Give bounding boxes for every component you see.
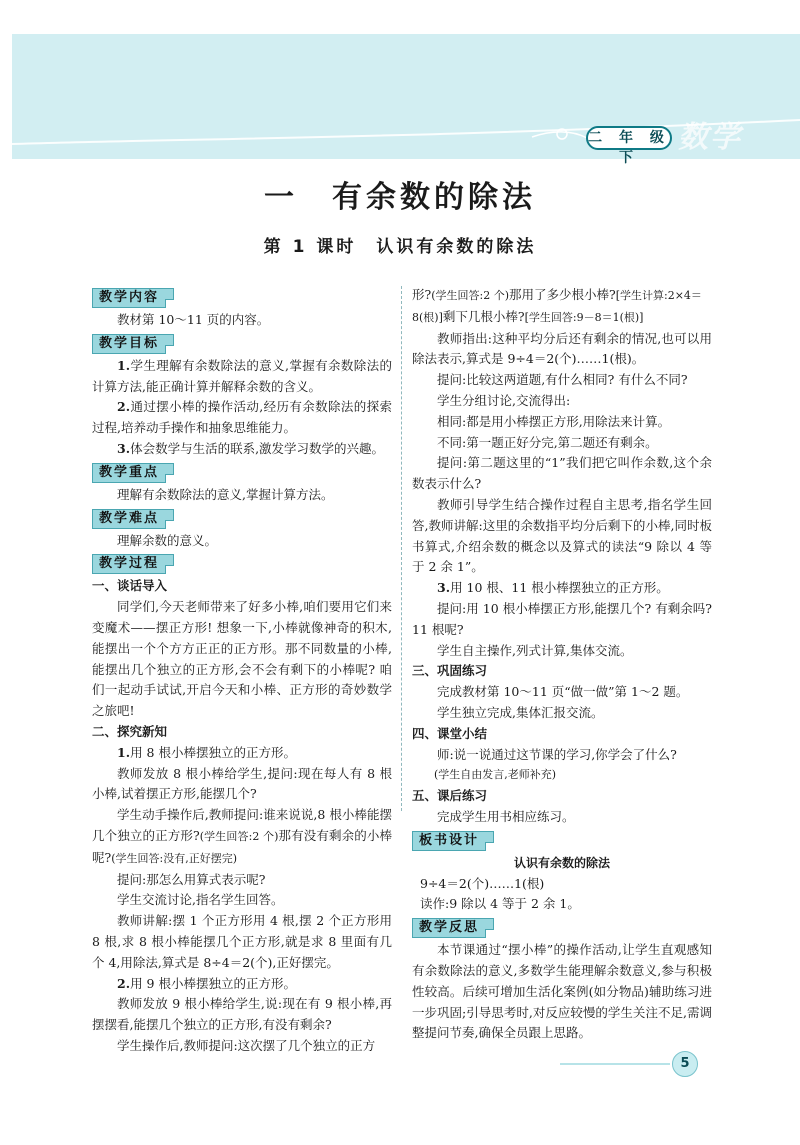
paragraph: 完成教材第 10～11 页“做一做”第 1～2 题。 [437,684,689,700]
paragraph: 提问:那怎么用算式表示呢? [117,871,266,887]
grade-badge: 二 年 级 下 [586,126,672,150]
subject-watermark: 数学 [678,120,742,155]
section-heading-intro: 一、谈话导入 [92,578,168,594]
section-tag-process: 教学过程 [92,554,174,574]
difficulty-text: 理解余数的意义。 [117,532,218,548]
board-equation: 9÷4＝2(个)……1(根) [420,875,545,891]
paragraph: 教师讲解:摆 1 个正方形用 4 根,摆 2 个正方形用 8 根,求 8 根小棒能摆几个正方形,就是求 8 里面有几个 4,用除法,算式是 8÷4＝2(个),正好摆完。 [92,913,392,970]
goal-1: 1.学生理解有余数除法的意义,掌握有余数除法的计算方法,能正确计算并解释余数的含义。 [92,357,392,394]
paragraph: 学生动手操作后,教师提问:谁来说说,8 根小棒能摆几个独立的正方形?(学生回答:2 个)那有没有剩余的小棒呢?(学生回答:没有,正好摆完) [92,807,392,865]
paragraph: 教师指出:这种平均分后还有剩余的情况,也可以用除法表示,算式是 9÷4＝2(个)……1(根)。 [412,330,712,367]
paragraph: 完成学生用书相应练习。 [437,808,575,824]
column-divider [401,286,402,811]
goal-3: 3.体会数学与生活的联系,激发学习数学的兴趣。 [117,440,385,456]
section-tag-reflection: 教学反思 [412,918,494,938]
goal-2: 2.通过摆小棒的操作活动,经历有余数除法的探索过程,培养动手操作和抽象思维能力。 [92,399,392,436]
section-heading-summary: 四、课堂小结 [412,725,488,741]
section-heading-homework: 五、课后练习 [412,788,488,804]
paragraph: (学生自由发言,老师补充) [434,768,557,782]
page-number-rule [560,1063,670,1065]
section-tag-content: 教学内容 [92,288,174,308]
content-text: 教材第 10～11 页的内容。 [117,312,270,327]
paragraph: 学生交流讨论,指名学生回答。 [117,892,284,908]
paragraph: 学生操作后,教师提问:这次摆了几个独立的正方 [117,1037,376,1053]
paragraph: 提问:比较这两道题,有什么相同? 有什么不同? [437,372,688,388]
section-heading-practice: 三、巩固练习 [412,663,488,679]
lesson-title: 第 1 课时 认识有余数的除法 [263,237,537,257]
paragraph: 师:说一说通过这节课的学习,你学会了什么? [437,746,677,762]
paragraph: 相同:都是用小棒摆正方形,用除法来计算。 [437,413,671,429]
step-2-heading: 2.用 9 根小棒摆独立的正方形。 [117,975,296,991]
step-1-heading: 1.用 8 根小棒摆独立的正方形。 [117,744,296,760]
paragraph: 提问:第二题这里的“1”我们把它叫作余数,这个余数表示什么? [412,455,712,492]
paragraph: 不同:第一题正好分完,第二题还有剩余。 [437,434,658,450]
paragraph: 提问:用 10 根小棒摆正方形,能摆几个? 有剩余吗? 11 根呢? [412,600,712,637]
section-tag-key-point: 教学重点 [92,463,174,483]
step-3-heading: 3.用 10 根、11 根小棒摆独立的正方形。 [437,580,669,596]
paragraph: 教师引导学生结合操作过程自主思考,指名学生回答,教师讲解:这里的余数指平均分后剩下的小棒,同时板书算式,介绍余数的概念以及算式的读法“9 除以 4 等于 2 余 1”。 [412,496,712,575]
left-column [92,285,392,1057]
page-number: 5 [672,1051,698,1077]
right-column [412,285,712,1044]
reflection-text: 本节课通过“摆小棒”的操作活动,让学生直观感知有余数除法的意义,多数学生能理解余数意义,参与积极性较高。后续可增加生活化案例(如分物品)辅助练习进一步巩固;引导思考时,对反应较慢的学生关注不足,需调整提问节奏,确保全员跟上思路。 [412,942,712,1041]
section-heading-explore: 二、探究新知 [92,723,168,739]
paragraph: 学生独立完成,集体汇报交流。 [437,704,604,720]
paragraph: 教师发放 8 根小棒给学生,提问:现在每人有 8 根小棒,试着摆正方形,能摆几个? [92,765,392,802]
board-title: 认识有余数的除法 [513,855,610,870]
section-tag-board-design: 板书设计 [412,831,494,851]
section-tag-goals: 教学目标 [92,334,174,354]
paragraph: 形?(学生回答:2 个)那用了多少根小棒?[学生计算:2×4＝8(根)]剩下几根小棒?[学生回答:9－8＝1(根)] [412,287,702,324]
board-reading: 读作:9 除以 4 等于 2 余 1。 [420,896,580,912]
paragraph: 教师发放 9 根小棒给学生,说:现在有 9 根小棒,再摆摆看,能摆几个独立的正方形,有没有剩余? [92,996,392,1033]
intro-text: 同学们,今天老师带来了好多小棒,咱们要用它们来变魔术——摆正方形! 想象一下,小棒就像神奇的积木,能摆出一个个方方正正的正方形。那不同数量的小棒,能摆出几个独立的正方形,会不会有剩下的小棒呢? 咱们一起动手试试,开启今天和小棒、正方形的奇妙数学之旅吧! [92,599,392,719]
key-point-text: 理解有余数除法的意义,掌握计算方法。 [117,486,334,502]
chapter-title: 一 有余数的除法 [264,180,536,215]
section-tag-difficulty: 教学难点 [92,509,174,529]
paragraph: 学生自主操作,列式计算,集体交流。 [437,642,633,658]
paragraph: 学生分组讨论,交流得出: [437,392,571,408]
